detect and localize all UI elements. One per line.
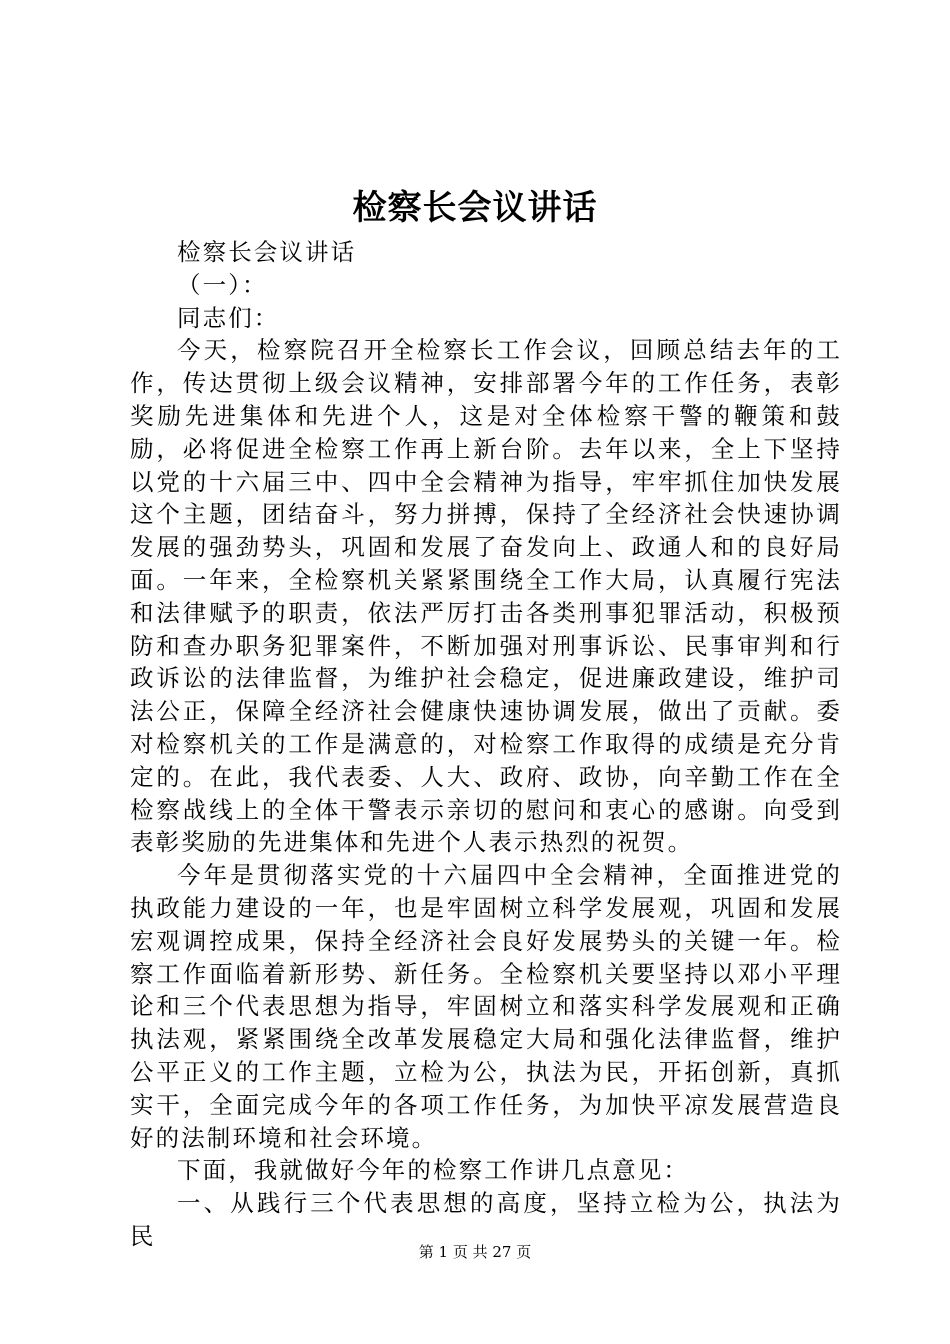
document-title: 检察长会议讲话 — [352, 188, 598, 228]
page-number-footer: 第 1 页 共 27 页 — [418, 1243, 532, 1261]
document-body — [130, 236, 842, 1253]
body-paragraph: （一）： — [177, 270, 268, 299]
body-paragraph: 今天，检察院召开全检察长工作会议，回顾总结去年的工作，传达贯彻上级会议精神，安排部署今年的工作任务，表彰奖励先进集体和先进个人，这是对全体检察干警的鞭策和鼓励，必将促进全检察工作再上新台阶。去年以来，全上下坚持以党的十六届三中、四中全会精神为指导，牢牢抓住加快发展这个主题，团结奋斗，努力拼搏，保持了全经济社会快速协调发展的强劲势头，巩固和发展了奋发向上、政通人和的良好局面。一年来，全检察机关紧紧围绕全工作大局，认真履行宪法和法律赋予的职责，依法严厉打击各类刑事犯罪活动，积极预防和查办职务犯罪案件，不断加强对刑事诉讼、民事审判和行政诉讼的法律监督，为维护社会稳定，促进廉政建设，维护司法公正，保障全经济社会健康快速协调发展，做出了贡献。委对检察机关的工作是满意的，对检察工作取得的成绩是充分肯定的。在此，我代表委、人大、政府、政协，向辛勤工作在全检察战线上的全体干警表示亲切的慰问和衷心的感谢。向受到表彰奖励的先进集体和先进个人表示热烈的祝贺。 — [130, 336, 842, 857]
body-paragraph: 检察长会议讲话 — [177, 238, 357, 266]
body-paragraph: 一、从践行三个代表思想的高度，坚持立检为公，执法为民 — [130, 1189, 842, 1250]
body-paragraph: 同志们： — [177, 303, 280, 332]
body-paragraph: 下面，我就做好今年的检察工作讲几点意见： — [177, 1156, 689, 1185]
body-paragraph: 今年是贯彻落实党的十六届四中全会精神，全面推进党的执政能力建设的一年，也是牢固树立科学发展观，巩固和发展宏观调控成果，保持全经济社会良好发展势头的关键一年。检察工作面临着新形势、新任务。全检察机关要坚持以邓小平理论和三个代表思想为指导，牢固树立和落实科学发展观和正确执法观，紧紧围绕全改革发展稳定大局和强化法律监督，维护公平正义的工作主题，立检为公，执法为民，开拓创新，真抓实干，全面完成今年的各项工作任务，为加快平凉发展营造良好的法制环境和社会环境。 — [130, 861, 842, 1152]
